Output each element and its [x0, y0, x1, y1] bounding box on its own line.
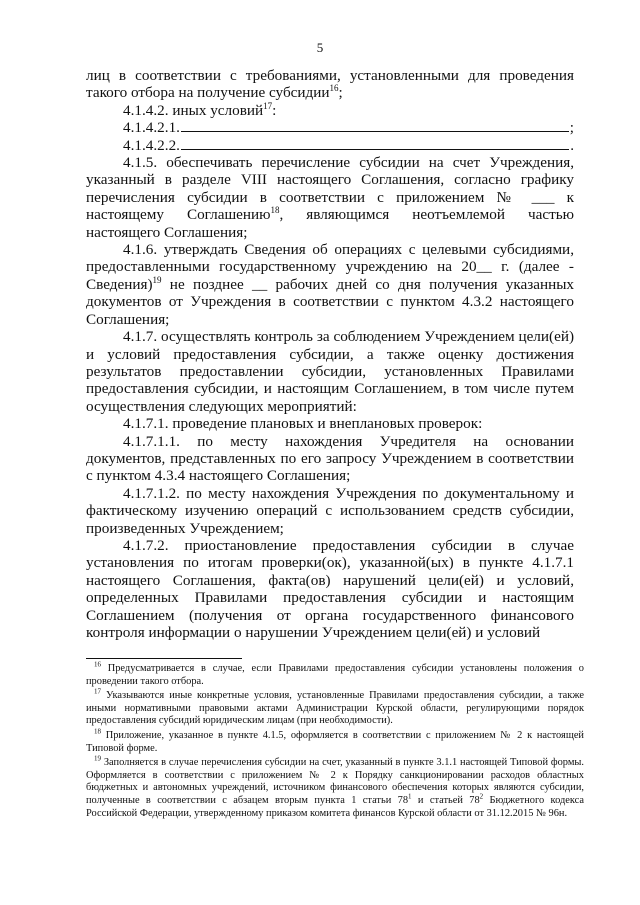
footnote-divider [86, 658, 242, 659]
item-label: 4.1.4.2.1. [123, 119, 180, 137]
footnote-text: Предусматривается в случае, если Правилами предоставления субсидии установлены положения о проведении такого отбора. [86, 663, 584, 687]
fill-in-blank [181, 137, 569, 150]
paragraph-4-1-7-1-1: 4.1.7.1.1. по месту нахождения Учредителя на основании документов, представленных по его запросу Учреждением в соответствии с пунктом 4.3.4 настоящего Соглашения; [86, 432, 574, 485]
footnote-text: Приложение, указанное в пункте 4.1.5, оформляется в соответствии с приложением № 2 к настоящей Типовой форме. [86, 729, 584, 754]
superscript-mark: 2 [479, 792, 484, 801]
paragraph-text: , являющимся неотъемлемой частью настоящего Соглашения; [86, 206, 574, 241]
paragraph-text: лиц в соответствии с требованиями, установленными для проведения такого отбора на получение субсидии [86, 67, 574, 102]
paragraph-4-1-4-2-2 [86, 137, 574, 154]
footnote-ref: 17 [263, 100, 273, 111]
footnote-number: 19 [94, 754, 101, 763]
paragraph-text: ; [338, 84, 343, 102]
footnote-19 [86, 754, 585, 820]
paragraph-continuation [86, 67, 574, 102]
paragraph-4-1-7-1-2: 4.1.7.1.2. по месту нахождения Учреждения по документальному и фактическому изучению операций с использованием средств субсидии, произведенных Учреждением; [86, 484, 574, 537]
footnote-text: Бюджетного кодекса Российской Федерации, утвержденному приказом комитета финансов Курской области от 31.12.2015 № 96н. [86, 794, 585, 819]
paragraph-text: не позднее __ рабочих дней со дня получения указанных документов от Учреждения в соответствии с пунктом 4.3.2 настоящего Соглашения; [86, 275, 574, 328]
paragraph-4-1-4-2-1 [86, 119, 574, 136]
paragraph-text: 4.1.6. утверждать Сведения об операциях с целевыми субсидиями, предоставленными государственному учреждению на 20__ г. (далее - Сведения) [86, 241, 574, 293]
footnote-ref: 19 [152, 274, 162, 285]
paragraph-4-1-7: 4.1.7. осуществлять контроль за соблюдением Учреждением цели(ей) и условий предоставления субсидии, а также оценку достижения результатов предоставлении субсидии, установленных Правилами предоставления субсидии, и настоящим Соглашением, в том числе путем осуществления следующих мероприятий: [86, 328, 574, 415]
footnote-ref: 16 [329, 83, 339, 94]
footnotes [86, 660, 585, 822]
paragraph-text: 4.1.5. обеспечивать перечисление субсидии на счет Учреждения, указанный в разделе VIII настоящего Соглашения, согласно графику перечисления субсидии в соответствии с приложением № ___ к настоящему Соглашению [86, 154, 574, 224]
paragraph-text: 4.1.4.2. иных условий [123, 101, 264, 119]
page-number: 5 [316, 40, 324, 55]
item-end: ; [569, 119, 574, 137]
item-end: . [570, 136, 574, 154]
paragraph-4-1-4-2 [86, 102, 574, 119]
document-body [86, 67, 574, 641]
footnote-16 [86, 660, 584, 688]
paragraph-text: : [272, 101, 277, 119]
footnote-17 [86, 687, 584, 728]
footnote-text: Заполняется в случае перечисления субсидии на счет, указанный в пункте 3.1.1 настоящей Типовой формы. Оформляется в соответствии с приложением № 2 к Порядку санкционировании расходов областных бюджетных и автономных учреждений, источником финансового обеспечения которых являются субсидии, полученные в соответствии с абзацем вторым пункта 1 статьи 78 [86, 757, 584, 806]
footnote-text: Указываются иные конкретные условия, установленные Правилами предоставления субсидии, а также иными нормативными правовыми актами Администрации Курской области, регулирующими порядок предоставления субсидий юридическим лицам (при необходимости). [86, 690, 584, 727]
paragraph-4-1-7-1: 4.1.7.1. проведение плановых и внеплановых проверок: [123, 415, 483, 433]
footnote-number: 17 [94, 687, 101, 696]
item-label: 4.1.4.2.2. [123, 136, 180, 154]
paragraph-4-1-5 [86, 154, 574, 241]
paragraph-4-1-7-2: 4.1.7.2. приостановление предоставления субсидии в случае установления по итогам проверки(ок), указанной(ых) в пункте 4.1.7.1 настоящего Соглашения, факта(ов) нарушений цели(ей) и условий, определенных Правилами предоставления субсидии и настоящим Соглашением (получения от органа государственного финансового контроля информации о нарушении Учреждением цели(ей) и условий [86, 536, 574, 641]
paragraph-4-1-6 [86, 241, 574, 328]
superscript-mark: 1 [408, 792, 412, 801]
footnote-ref: 18 [270, 205, 280, 216]
fill-in-blank [181, 119, 569, 132]
footnote-number: 16 [94, 660, 101, 669]
footnote-text: и статьей 78 [411, 794, 480, 806]
footnote-18 [86, 727, 584, 755]
footnote-number: 18 [94, 727, 101, 736]
